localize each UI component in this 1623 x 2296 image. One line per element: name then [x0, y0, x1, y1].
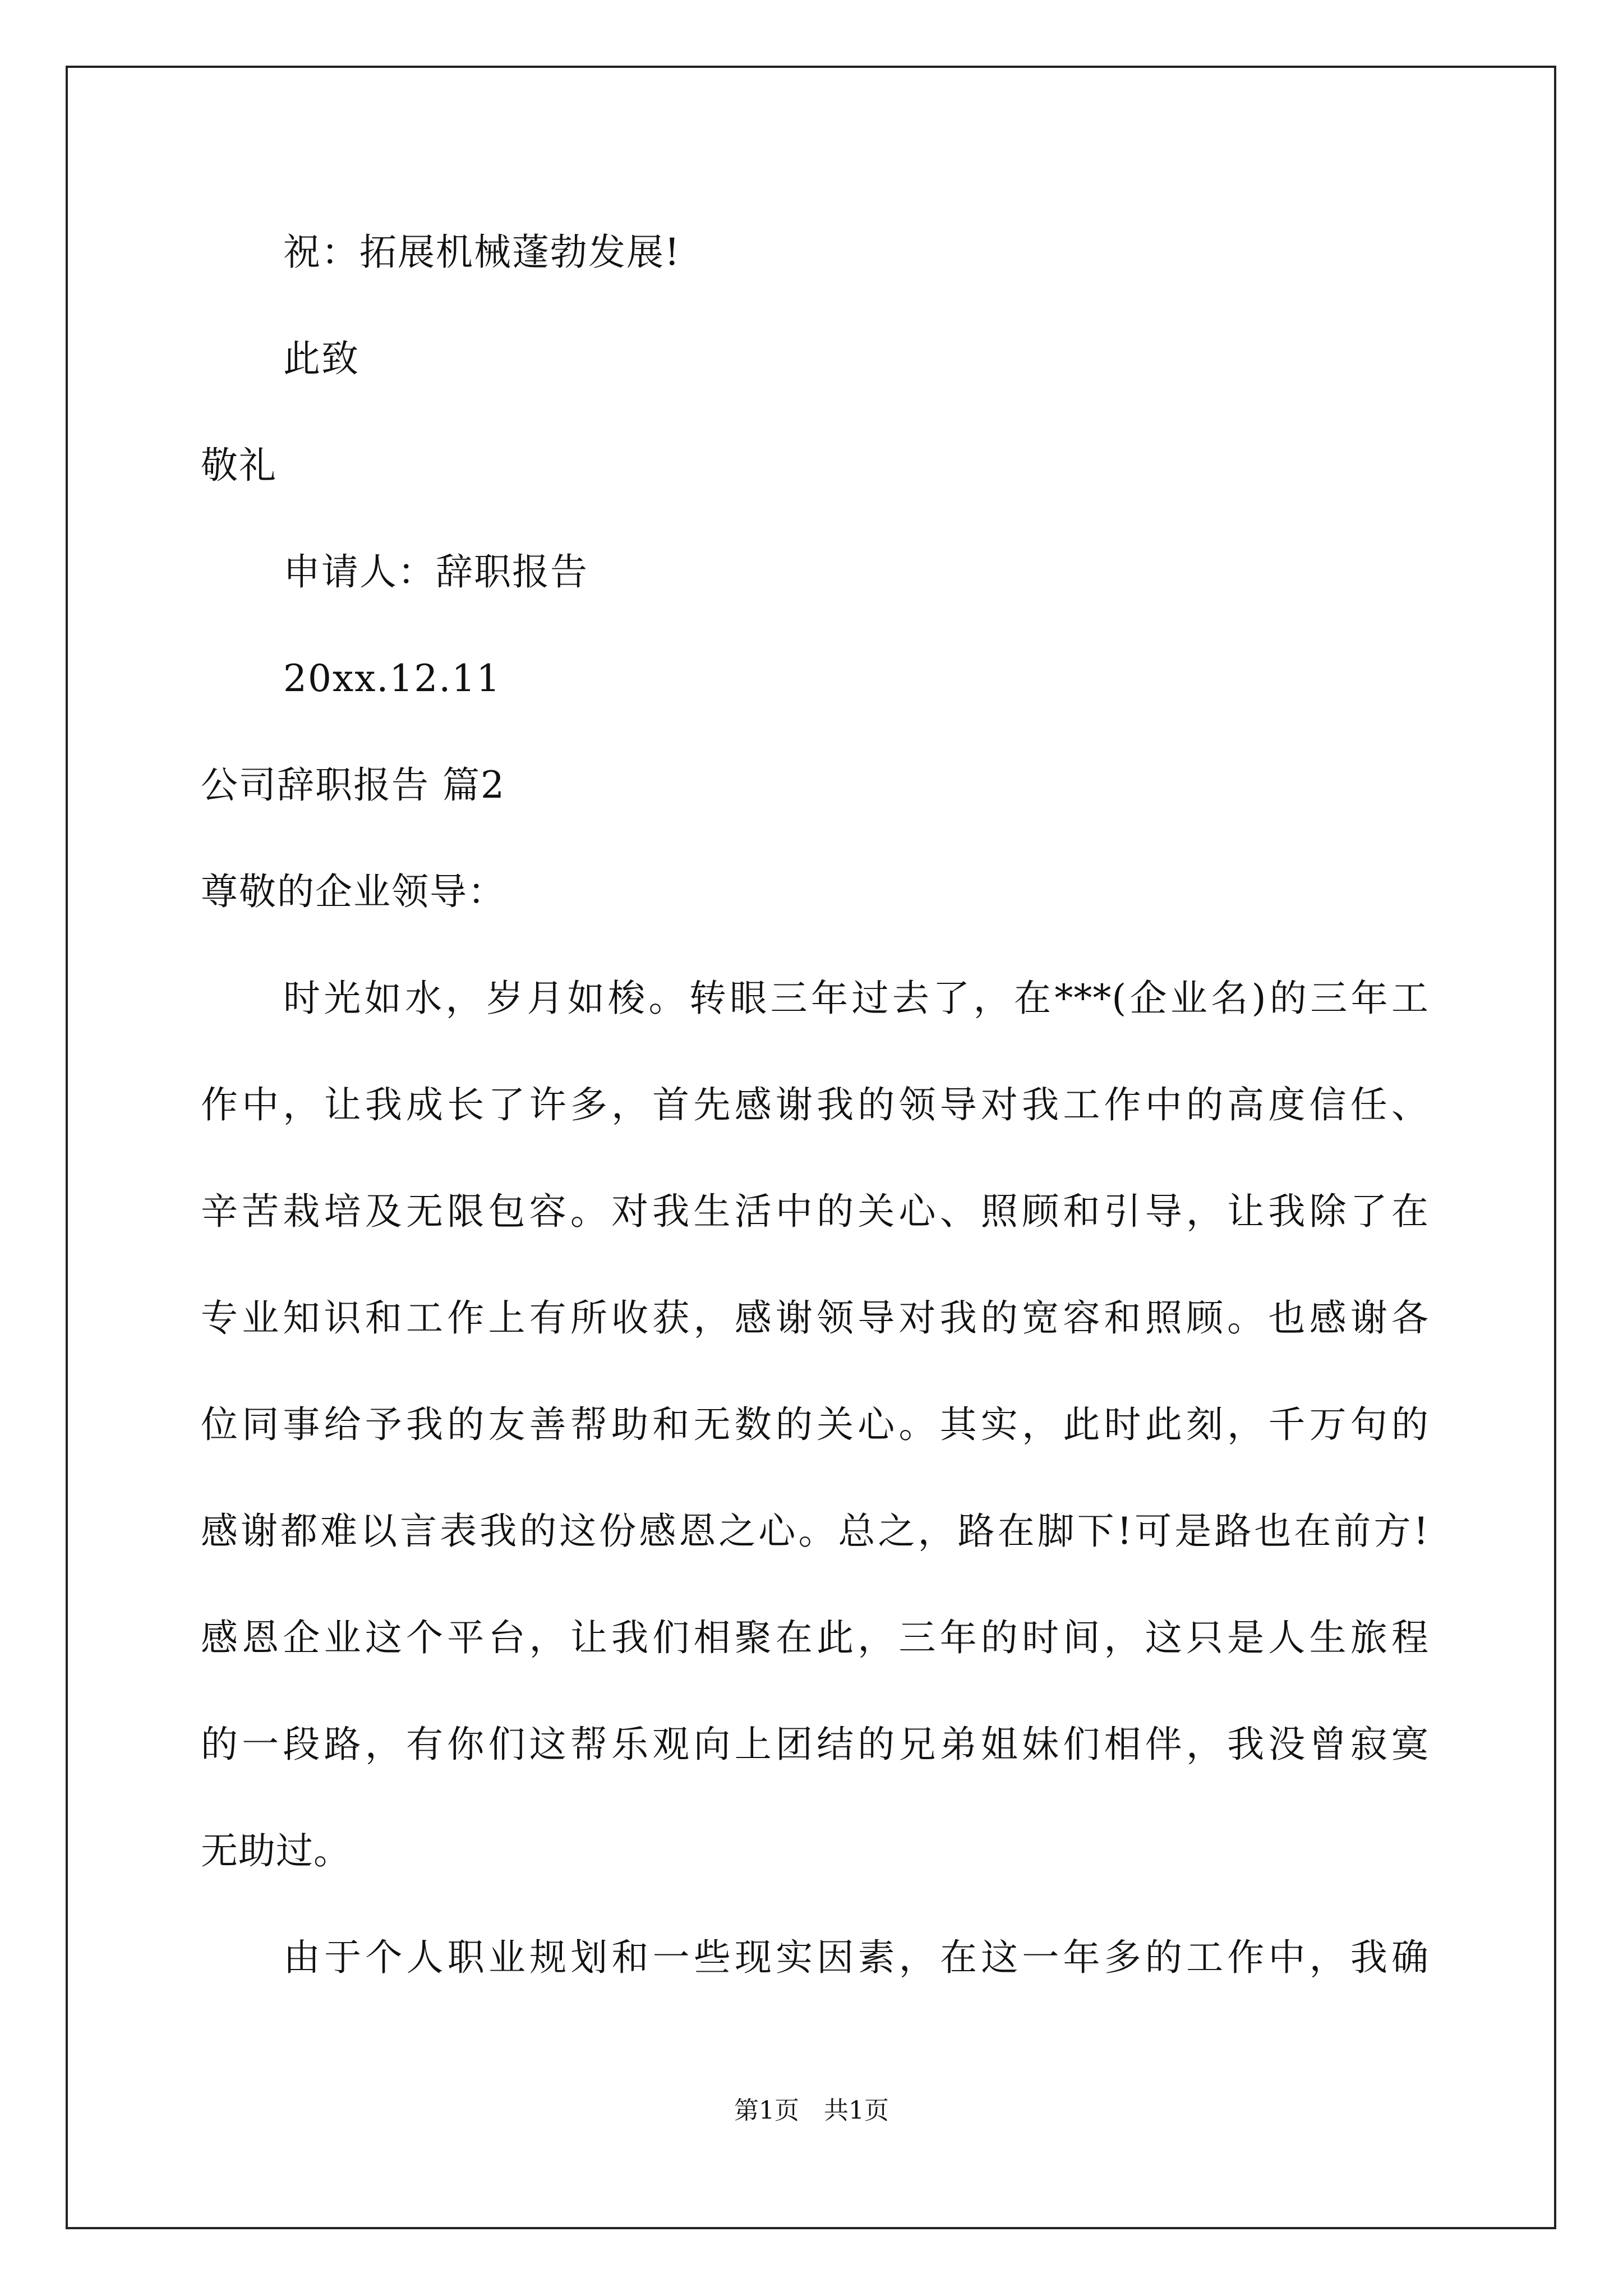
- paragraph-line: 位同事给予我的友善帮助和无数的关心。其实，此时此刻，千万句的: [201, 1403, 1429, 1446]
- paragraph-line: 辛苦栽培及无限包容。对我生活中的关心、照顾和引导，让我除了在: [201, 1190, 1429, 1233]
- closing-salutation: 此致: [283, 337, 359, 380]
- paragraph-line: 的一段路，有你们这帮乐观向上团结的兄弟姐妹们相伴，我没曾寂寞: [201, 1723, 1429, 1766]
- section-title: 公司辞职报告 篇2: [201, 763, 505, 807]
- paragraph-line: 感恩企业这个平台，让我们相聚在此，三年的时间，这只是人生旅程: [201, 1616, 1429, 1659]
- paragraph-line: 专业知识和工作上有所收获，感谢领导对我的宽容和照顾。也感谢各: [201, 1296, 1429, 1340]
- page-footer: 第1页 共1页: [734, 2096, 889, 2125]
- greeting: 尊敬的企业领导：: [201, 870, 506, 913]
- closing-wish: 祝：拓展机械蓬勃发展!: [283, 231, 681, 274]
- paragraph-line: 时光如水，岁月如梭。转眼三年过去了，在***(企业名)的三年工: [283, 977, 1429, 1020]
- paragraph-line: 作中，让我成长了许多，首先感谢我的领导对我工作中的高度信任、: [201, 1083, 1429, 1126]
- paragraph-line: 感谢都难以言表我的这份感恩之心。总之，路在脚下!可是路也在前方!: [201, 1510, 1429, 1553]
- paragraph-line: 由于个人职业规划和一些现实因素，在这一年多的工作中，我确: [283, 1936, 1429, 1979]
- closing-regards: 敬礼: [201, 444, 277, 487]
- page-border: [66, 66, 1556, 2229]
- date-line: 20xx.12.11: [283, 657, 501, 700]
- paragraph-line: 无助过。: [201, 1829, 351, 1872]
- applicant-line: 申请人：辞职报告: [283, 550, 588, 593]
